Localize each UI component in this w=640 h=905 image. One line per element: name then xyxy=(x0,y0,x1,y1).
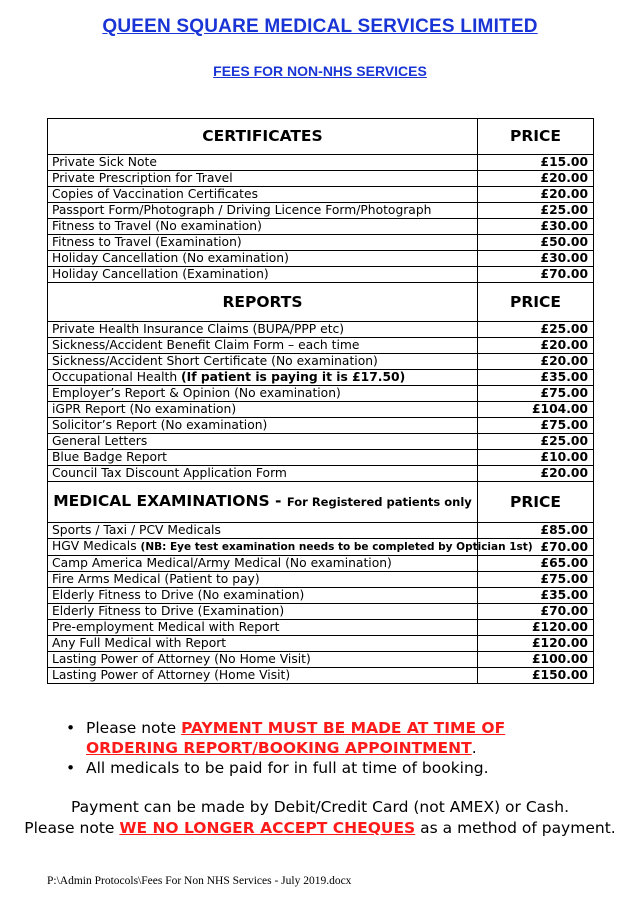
table-row xyxy=(48,572,594,588)
note-prefix: Please note xyxy=(86,719,182,737)
service-price: £85.00 xyxy=(478,523,594,539)
service-name: Private Health Insurance Claims (BUPA/PPP etc) xyxy=(52,322,345,336)
service-label xyxy=(48,572,478,588)
table-row xyxy=(48,322,594,338)
medicals-heading-note: For Registered patients only xyxy=(286,495,472,509)
service-label xyxy=(48,636,478,652)
service-price: £120.00 xyxy=(478,636,594,652)
cheque-note-prefix: Please note xyxy=(24,819,120,837)
service-label xyxy=(48,402,478,418)
service-price: £70.00 xyxy=(478,539,594,556)
service-name: Passport Form/Photograph / Driving Licence Form/Photograph xyxy=(52,203,432,217)
service-name: Lasting Power of Attorney (No Home Visit) xyxy=(52,652,311,666)
payment-line-2 xyxy=(0,818,640,839)
service-name: Employer’s Report & Opinion (No examination) xyxy=(52,386,341,400)
note-payment-timing xyxy=(64,718,584,758)
service-price: £15.00 xyxy=(478,155,594,171)
table-row xyxy=(48,402,594,418)
service-note: (NB: Eye test examination needs to be completed by Optician 1st) xyxy=(140,541,533,553)
service-label xyxy=(48,235,478,251)
table-row xyxy=(48,652,594,668)
service-price: £100.00 xyxy=(478,652,594,668)
service-label xyxy=(48,418,478,434)
service-price: £30.00 xyxy=(478,251,594,267)
note-text: All medicals to be paid for in full at time of booking. xyxy=(86,759,489,777)
service-price: £75.00 xyxy=(478,418,594,434)
service-label xyxy=(48,338,478,354)
service-price: £75.00 xyxy=(478,386,594,402)
service-label xyxy=(48,539,533,556)
table-row xyxy=(48,354,594,370)
service-label xyxy=(48,604,478,620)
reports-heading xyxy=(48,283,478,322)
service-name: Any Full Medical with Report xyxy=(52,636,227,650)
table-row xyxy=(48,251,594,267)
medicals-price-heading: PRICE xyxy=(478,482,594,523)
fees-table xyxy=(47,118,594,684)
service-price: £25.00 xyxy=(478,322,594,338)
service-name: Blue Badge Report xyxy=(52,450,167,464)
service-name: Sickness/Accident Short Certificate (No examination) xyxy=(52,354,378,368)
service-label xyxy=(48,187,478,203)
service-price: £35.00 xyxy=(478,588,594,604)
bullet-icon: • xyxy=(66,759,76,777)
service-label xyxy=(48,251,478,267)
table-row xyxy=(48,187,594,203)
service-price: £150.00 xyxy=(478,668,594,684)
service-label xyxy=(48,267,478,283)
service-price: £10.00 xyxy=(478,450,594,466)
service-name: Camp America Medical/Army Medical (No examination) xyxy=(52,556,392,570)
service-price: £75.00 xyxy=(478,572,594,588)
service-label xyxy=(48,588,478,604)
table-row xyxy=(48,155,594,171)
service-name: Private Sick Note xyxy=(52,155,157,169)
table-row xyxy=(48,668,594,684)
table-row xyxy=(48,588,594,604)
service-name: Solicitor’s Report (No examination) xyxy=(52,418,268,432)
service-price: £20.00 xyxy=(478,338,594,354)
service-name: iGPR Report (No examination) xyxy=(52,402,237,416)
service-price: £20.00 xyxy=(478,171,594,187)
service-name: Holiday Cancellation (No examination) xyxy=(52,251,289,265)
service-price: £50.00 xyxy=(478,235,594,251)
table-row xyxy=(48,267,594,283)
service-price: £20.00 xyxy=(478,187,594,203)
service-note: (If patient is paying it is £17.50) xyxy=(181,370,406,384)
table-row xyxy=(48,450,594,466)
service-name: Fitness to Travel (No examination) xyxy=(52,219,262,233)
service-price: £120.00 xyxy=(478,620,594,636)
bullet-icon: • xyxy=(66,719,76,737)
service-label xyxy=(48,466,478,482)
certificates-price-heading: PRICE xyxy=(478,119,594,155)
page-subtitle: FEES FOR NON-NHS SERVICES xyxy=(213,63,427,79)
service-label xyxy=(48,620,478,636)
table-row xyxy=(48,219,594,235)
service-price: £70.00 xyxy=(478,267,594,283)
table-row xyxy=(48,235,594,251)
table-row xyxy=(48,338,594,354)
service-label xyxy=(48,386,478,402)
service-price: £25.00 xyxy=(478,434,594,450)
service-price: £65.00 xyxy=(478,556,594,572)
certificates-header-row xyxy=(48,119,594,155)
notes-list xyxy=(64,718,584,778)
reports-header-row xyxy=(48,283,594,322)
note-medicals-payment xyxy=(64,758,584,778)
service-price: £20.00 xyxy=(478,354,594,370)
service-name: Council Tax Discount Application Form xyxy=(52,466,287,480)
service-label xyxy=(48,171,478,187)
table-row xyxy=(48,620,594,636)
service-label xyxy=(48,652,478,668)
service-label xyxy=(48,203,478,219)
table-row xyxy=(48,418,594,434)
table-row xyxy=(48,203,594,219)
reports-heading-text: REPORTS xyxy=(222,292,303,311)
service-label xyxy=(48,322,478,338)
service-name: General Letters xyxy=(52,434,148,448)
service-label xyxy=(48,219,478,235)
service-label xyxy=(48,155,478,171)
table-row xyxy=(48,386,594,402)
table-row xyxy=(48,556,594,572)
cheque-note-suffix: as a method of payment. xyxy=(415,819,616,837)
service-label xyxy=(48,354,478,370)
service-label xyxy=(48,556,478,572)
service-name: Fitness to Travel (Examination) xyxy=(52,235,242,249)
payment-warning: PAYMENT MUST BE MADE AT TIME OF ORDERING REPORT/BOOKING APPOINTMENT xyxy=(86,719,506,757)
service-label xyxy=(48,668,478,684)
table-row xyxy=(48,434,594,450)
table-row xyxy=(48,636,594,652)
file-path-footer: P:\Admin Protocols\Fees For Non NHS Services - July 2019.docx xyxy=(47,875,352,887)
service-price: £35.00 xyxy=(478,370,594,386)
table-row xyxy=(48,523,594,539)
medicals-header-row xyxy=(48,482,594,523)
service-price: £25.00 xyxy=(478,203,594,219)
page-title: QUEEN SQUARE MEDICAL SERVICES LIMITED xyxy=(102,16,538,37)
certificates-heading: CERTIFICATES xyxy=(48,119,478,155)
service-name: Lasting Power of Attorney (Home Visit) xyxy=(52,668,291,682)
medicals-heading-text: MEDICAL EXAMINATIONS - xyxy=(53,492,287,510)
table-row xyxy=(48,604,594,620)
note-suffix: . xyxy=(471,739,477,757)
service-label xyxy=(48,370,478,386)
service-label xyxy=(48,450,478,466)
service-name: HGV Medicals xyxy=(52,539,141,553)
service-name: Fire Arms Medical (Patient to pay) xyxy=(52,572,260,586)
service-price: £30.00 xyxy=(478,219,594,235)
service-name: Sickness/Accident Benefit Claim Form – each time xyxy=(52,338,360,352)
cheque-warning: WE NO LONGER ACCEPT CHEQUES xyxy=(119,819,416,837)
table-row xyxy=(48,539,594,556)
service-name: Elderly Fitness to Drive (No examination) xyxy=(52,588,305,602)
payment-line-1: Payment can be made by Debit/Credit Card (not AMEX) or Cash. xyxy=(71,798,569,816)
service-name: Private Prescription for Travel xyxy=(52,171,233,185)
service-label xyxy=(48,434,478,450)
service-name: Elderly Fitness to Drive (Examination) xyxy=(52,604,285,618)
table-row xyxy=(48,370,594,386)
service-name: Pre-employment Medical with Report xyxy=(52,620,280,634)
service-label xyxy=(48,523,478,539)
table-row xyxy=(48,171,594,187)
service-name: Copies of Vaccination Certificates xyxy=(52,187,258,201)
service-name: Occupational Health xyxy=(52,370,182,384)
service-name: Sports / Taxi / PCV Medicals xyxy=(52,523,221,537)
reports-price-heading: PRICE xyxy=(478,283,594,322)
table-row xyxy=(48,466,594,482)
service-name: Holiday Cancellation (Examination) xyxy=(52,267,269,281)
service-price: £20.00 xyxy=(478,466,594,482)
payment-methods xyxy=(0,797,640,839)
medicals-heading xyxy=(48,482,478,523)
service-price: £104.00 xyxy=(478,402,594,418)
service-price: £70.00 xyxy=(478,604,594,620)
